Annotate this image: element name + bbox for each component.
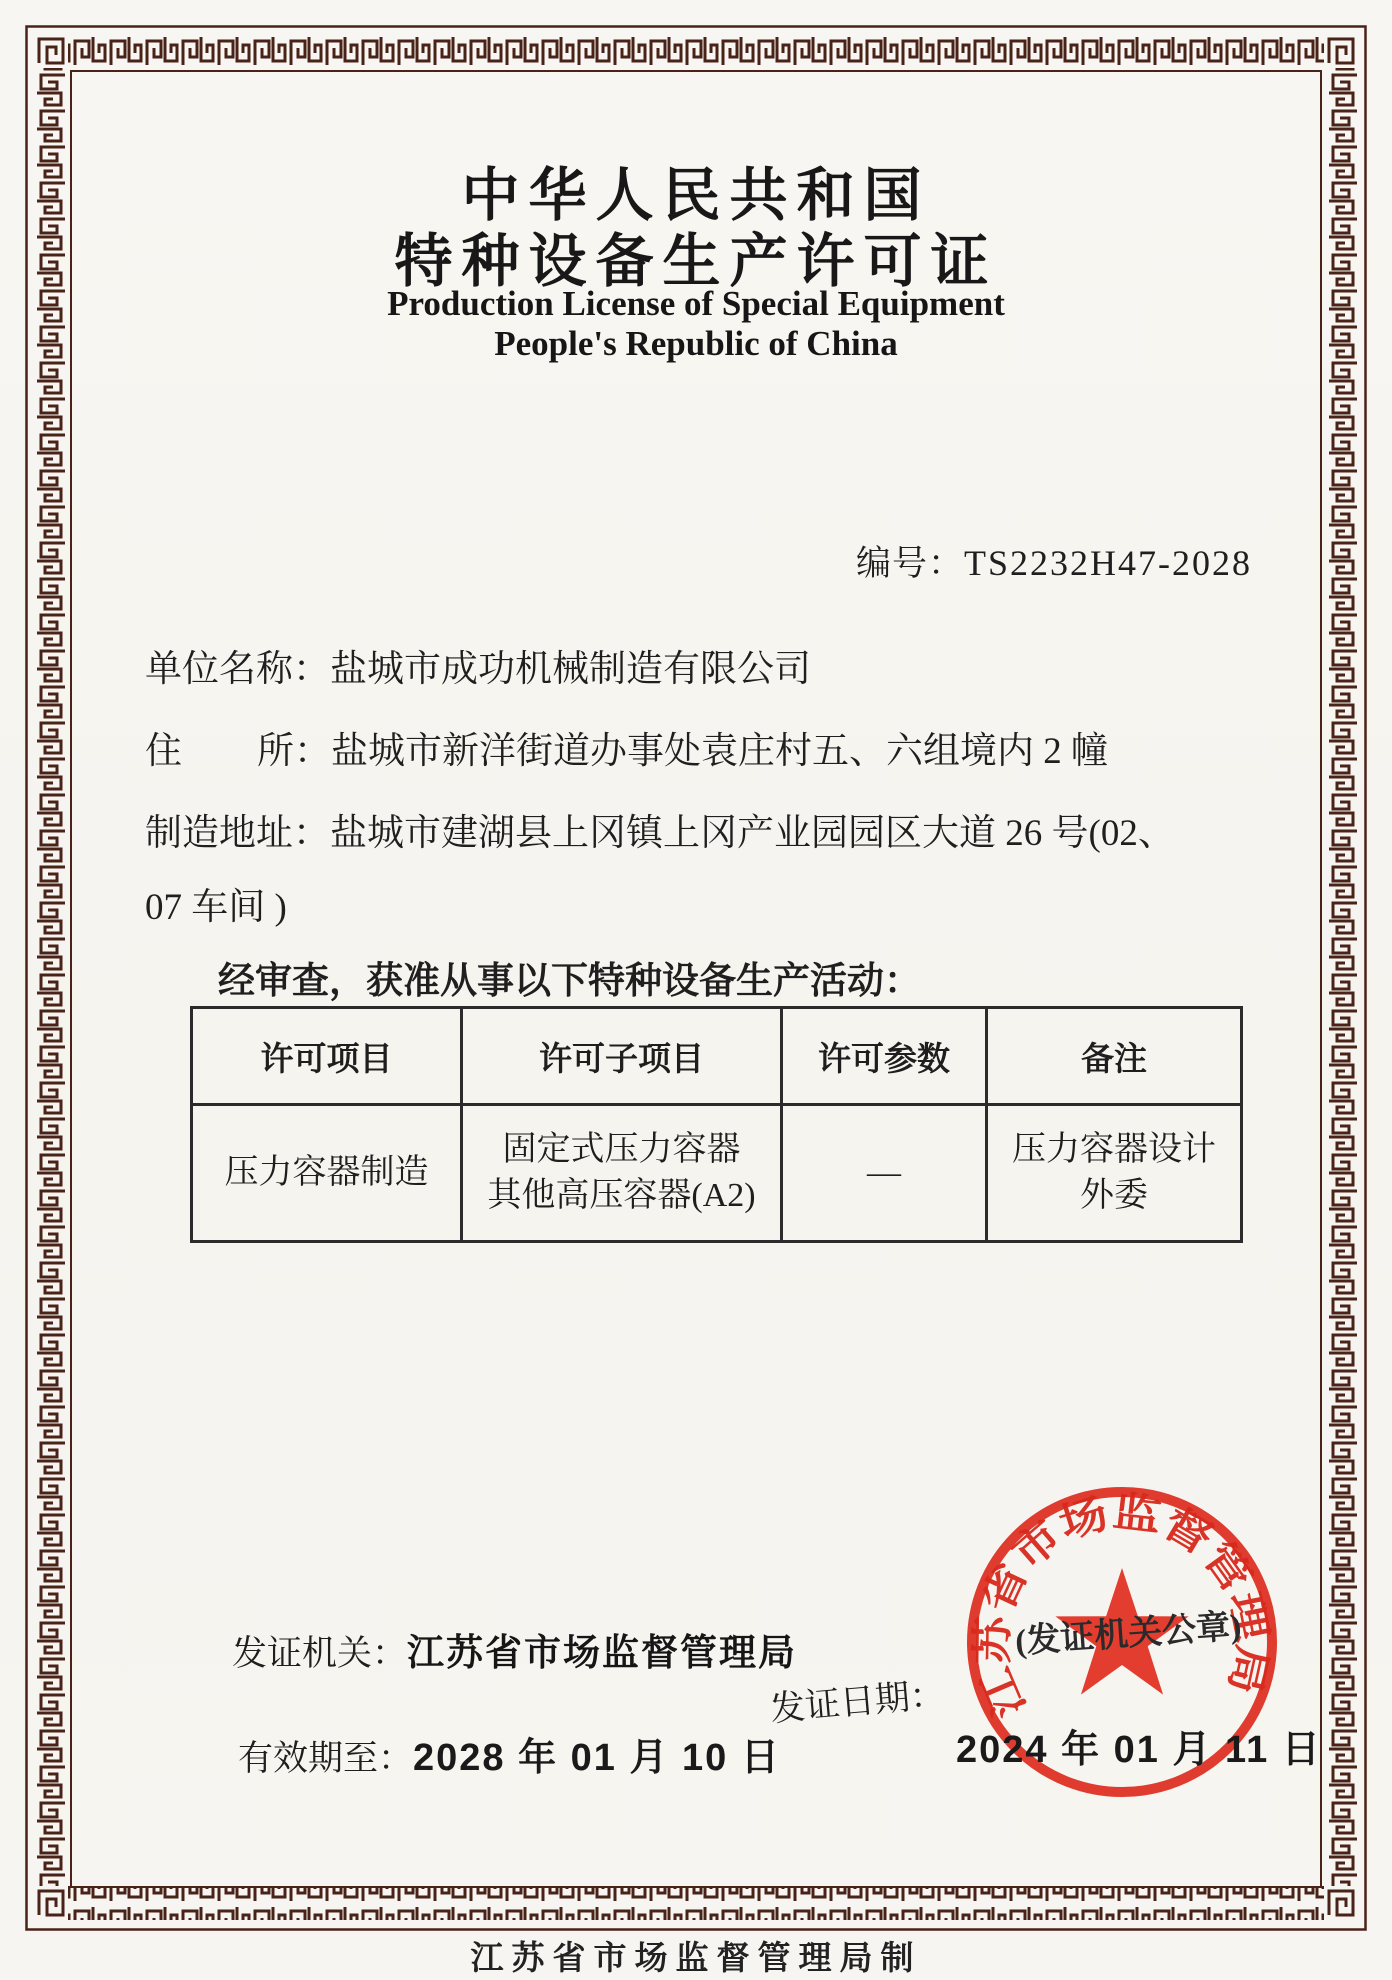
field-mfg-address bbox=[145, 802, 1175, 856]
table-header-sub-item: 许可子项目 bbox=[462, 1008, 782, 1105]
license-number-label: 编号： bbox=[855, 544, 964, 583]
cell-remark-line2: 外委 bbox=[1080, 1177, 1148, 1214]
table-header-remark: 备注 bbox=[987, 1008, 1242, 1105]
mfg-address-label: 制造地址： bbox=[145, 813, 330, 854]
issuer-label: 发证机关： bbox=[232, 1634, 408, 1673]
residence-value: 盐城市新洋街道办事处袁庄村五、六组境内 2 幢 bbox=[331, 731, 1108, 772]
valid-until-value: 2028 年 01 月 10 日 bbox=[413, 1737, 781, 1779]
cell-item: 压力容器制造 bbox=[192, 1105, 462, 1242]
field-residence bbox=[145, 720, 1108, 774]
cell-parameter: — bbox=[782, 1105, 987, 1242]
mfg-address-line1: 盐城市建湖县上冈镇上冈产业园园区大道 26 号(02、 bbox=[330, 813, 1175, 854]
valid-until-line bbox=[238, 1726, 781, 1781]
title-en-line2: People's Republic of China bbox=[494, 324, 898, 363]
seal-center-note: (发证机关公章) bbox=[1013, 1608, 1243, 1661]
license-number bbox=[856, 536, 1252, 586]
issue-date-value: 2024 年 01 月 11 日 bbox=[956, 1729, 1322, 1771]
cell-remark-line1: 压力容器设计 bbox=[1012, 1131, 1216, 1169]
table-header-parameter: 许可参数 bbox=[782, 1008, 987, 1105]
statement-line: 经审查，获准从事以下特种设备生产活动： bbox=[218, 961, 921, 1002]
title-cn-line1: 中华人民共和国 bbox=[461, 163, 931, 228]
cell-sub-item-line1: 固定式压力容器 bbox=[502, 1131, 741, 1169]
mfg-address-line2: 07 车间 ) bbox=[145, 887, 287, 928]
cell-sub-item-line2: 其他高压容器(A2) bbox=[487, 1177, 756, 1214]
table-header-row bbox=[192, 1008, 1242, 1105]
field-unit-name bbox=[145, 638, 811, 692]
unit-name-value: 盐城市成功机械制造有限公司 bbox=[330, 649, 811, 690]
cell-sub-item bbox=[462, 1105, 782, 1242]
issuer-line bbox=[232, 1622, 797, 1676]
issue-date-label: 发证日期： bbox=[768, 1674, 947, 1729]
table-row bbox=[192, 1105, 1242, 1242]
seal-ring-text: 江苏省市场监督管理局 bbox=[970, 1489, 1275, 1724]
license-number-value: TS2232H47-2028 bbox=[964, 543, 1252, 583]
table-header-item: 许可项目 bbox=[192, 1008, 462, 1105]
license-table bbox=[190, 1006, 1243, 1243]
issuer-value: 江苏省市场监督管理局 bbox=[407, 1632, 798, 1673]
residence-label bbox=[145, 720, 331, 774]
residence-label-char2: 所： bbox=[257, 731, 331, 772]
title-en-line1: Production License of Special Equipment bbox=[387, 284, 1005, 323]
cell-remark bbox=[987, 1105, 1242, 1242]
residence-label-char1: 住 bbox=[145, 731, 182, 772]
title-cn-line2: 特种设备生产许可证 bbox=[394, 229, 998, 294]
valid-until-label: 有效期至： bbox=[238, 1739, 414, 1778]
footer-made-by: 江苏省市场监督管理局制 bbox=[470, 1939, 922, 1976]
unit-name-label: 单位名称： bbox=[145, 649, 330, 690]
